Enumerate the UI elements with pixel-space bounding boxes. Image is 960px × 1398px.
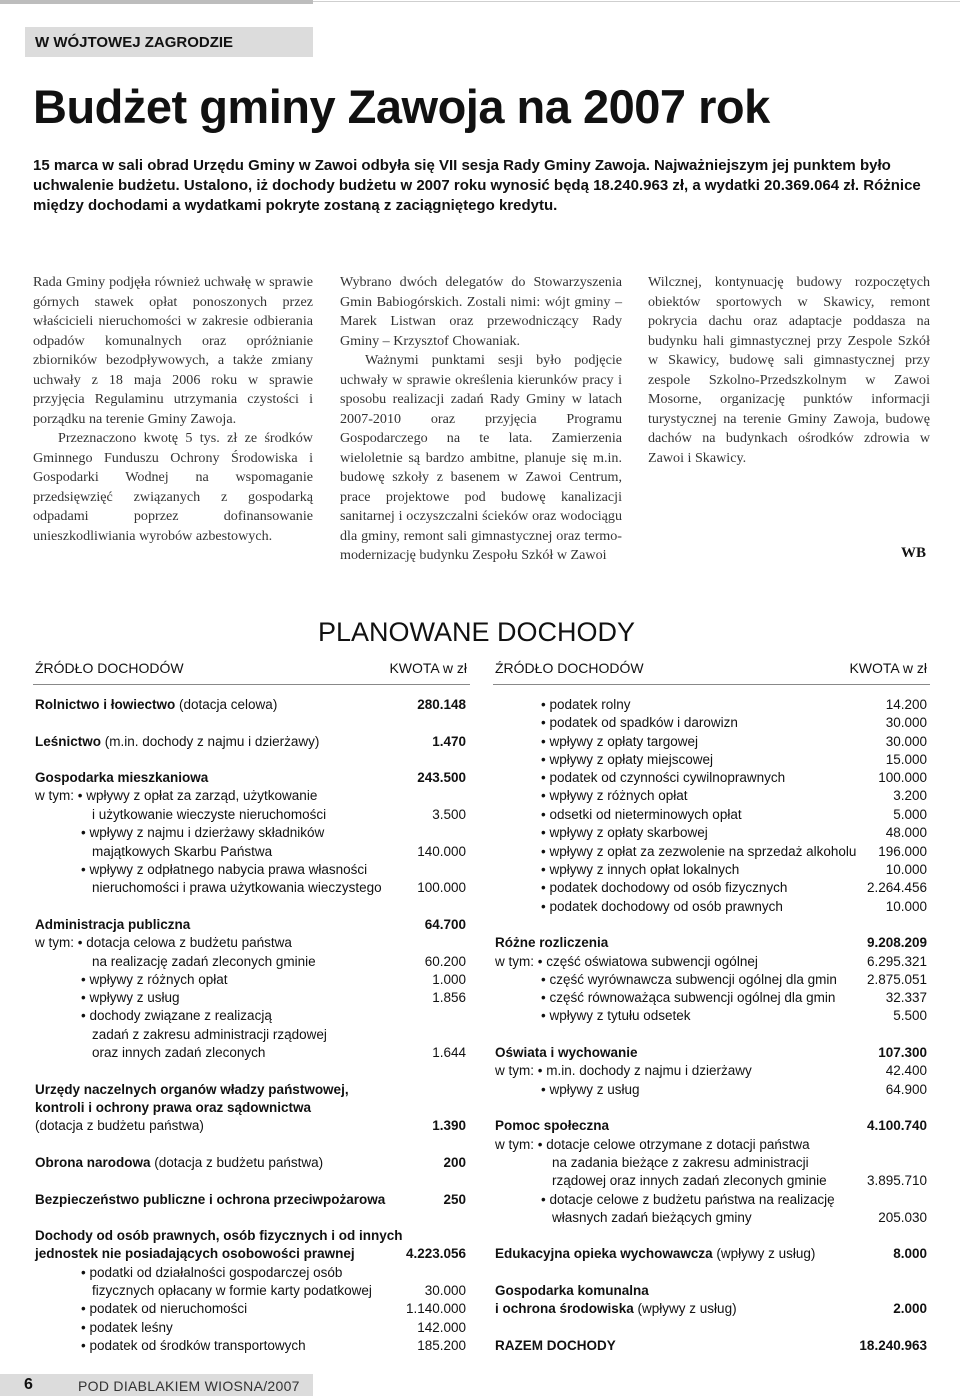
amount-column-header: KWOTA w zł (389, 660, 467, 676)
page-number: 6 (24, 1376, 33, 1393)
header-rule (33, 684, 470, 685)
income-line-amount: 30.000 (885, 734, 927, 749)
income-line-amount: 1.000 (432, 972, 466, 987)
income-line-label: i użytkowanie wieczyste nieruchomości (92, 807, 327, 822)
income-line-label: w tym: • m.in. dochody z najmu i dzierżawy (495, 1063, 752, 1078)
paragraph: Rada Gminy podjęła również uchwałę w sprawie górnych stawek opłat ponoszonych przez właścicieli nieruchomości w zakresie odbierania odpadów komunalnych oraz opróżnianie zbiorników bezodpływowych, a także zmiany uchwały z 18 maja 2006 roku w sprawie przyjęcia Regulaminu utrzymania czystości i porządku na terenie Gminy Zawoja. (33, 274, 313, 427)
income-line-label: w tym: • wpływy z opłat za zarząd, użytkowanie (35, 788, 318, 803)
income-line-label: i ochrona środowiska (wpływy z usług) (495, 1301, 737, 1316)
income-line-amount: 3.500 (432, 807, 466, 822)
income-line-label: Dochody od osób prawnych, osób fizycznych i od innych (35, 1228, 403, 1243)
income-line-label: • wpływy z usług (81, 990, 180, 1005)
income-line-label: Urzędy naczelnych organów władzy państwowej, (35, 1082, 349, 1097)
income-line-label: RAZEM DOCHODY (495, 1338, 616, 1353)
income-line-amount: 243.500 (417, 770, 466, 785)
income-line-label: • wpływy z opłaty miejscowej (541, 752, 714, 767)
income-line-amount: 185.200 (417, 1338, 466, 1353)
income-line-label: fizycznych opłacany w formie karty podatkowej (92, 1283, 372, 1298)
income-line-amount: 5.500 (893, 1008, 927, 1023)
income-line-label: w tym: • dotacja celowa z budżetu państwa (35, 935, 292, 950)
income-line-label: Leśnictwo (m.in. dochody z najmu i dzierżawy) (35, 734, 320, 749)
income-line-label: na realizację zadań zleconych gminie (92, 954, 316, 969)
income-line-amount: 107.300 (878, 1045, 927, 1060)
income-line-amount: 205.030 (878, 1210, 927, 1225)
income-line-label: • wpływy z opłaty skarbowej (541, 825, 708, 840)
income-line-label: Różne rozliczenia (495, 935, 609, 950)
source-column-header: ŹRÓDŁO DOCHODÓW (35, 660, 184, 676)
article-title: Budżet gminy Zawoja na 2007 rok (33, 80, 770, 133)
income-line-amount: 10.000 (885, 899, 927, 914)
income-line-amount: 15.000 (885, 752, 927, 767)
income-line-label: majątkowych Skarbu Państwa (92, 844, 273, 859)
paragraph: Przeznaczono kwotę 5 tys. zł ze środków Gminnego Funduszu Ochrony Środowiska i Gospodarki Wodnej na wspomaganie przedsięwzięć związanych z gospodarką odpadami poprzez dofinansowanie unieszkodliwiania wyrobów azbestowych. (33, 430, 313, 544)
income-line-label: • podatek dochodowy od osób fizycznych (541, 880, 788, 895)
income-line-label: Bezpieczeństwo publiczne i ochrona przeciwpożarowa (35, 1192, 386, 1207)
income-line-amount: 14.200 (885, 697, 927, 712)
income-line-label: jednostek nie posiadających osobowości prawnej (35, 1246, 355, 1261)
income-line-label: • wpływy z odpłatnego nabycia prawa własności (81, 862, 368, 877)
paragraph: Wybrano dwóch delegatów do Stowarzyszenia Gmin Babiogórskich. Zostali nimi: wójt gminy – Marek Listwan oraz przewodniczący Rady Gminy – Krzysztof Chowaniak. (340, 274, 622, 349)
income-line-amount: 5.000 (893, 807, 927, 822)
income-line-label: Gospodarka mieszkaniowa (35, 770, 209, 785)
income-line-label: na zadania bieżące z zakresu administracji (552, 1155, 809, 1170)
income-line-amount: 64.700 (424, 917, 466, 932)
income-line-amount: 8.000 (893, 1246, 927, 1261)
income-line-label: • podatek od nieruchomości (81, 1301, 248, 1316)
income-heading: PLANOWANE DOCHODY (318, 617, 636, 647)
income-line-label: nieruchomości i prawa użytkowania wieczystego (92, 880, 382, 895)
income-line-amount: 200 (443, 1155, 466, 1170)
income-line-amount: 100.000 (878, 770, 927, 785)
income-line-label: rządowej oraz innych zadań zleconych gminie (552, 1173, 827, 1188)
top-rule (0, 0, 960, 4)
income-line-label: Pomoc społeczna (495, 1118, 610, 1133)
income-line-amount: 32.337 (885, 990, 927, 1005)
income-line-label: • wpływy z różnych opłat (541, 788, 688, 803)
income-line-amount: 60.200 (424, 954, 466, 969)
income-line-label: • podatek dochodowy od osób prawnych (541, 899, 783, 914)
income-line-label: • wpływy z opłat za zezwolenie na sprzedaż alkoholu (541, 844, 857, 859)
paragraph: Ważnymi punktami sesji było podjęcie uchwały w sprawie określenia kierunków pracy i sposobu realizacji zadań Rady Gminy w latach 2007-2010 oraz przyjęcia Programu Gospodarczego na te lata. Zamierzenia wieloletnie są bardzo ambitne, planuje się m.in. budowę szkoły z basenem w Zawoi Centrum, prace projektowe pod budowę kanalizacji sanitarnej i oczyszczalni ścieków oraz wodociągu dla gminy, remont sali gimnastycznej oraz termo-modernizację budynku Zespołu Szkół w Zawoi (340, 352, 622, 563)
income-line-amount: 2.264.456 (866, 880, 927, 895)
income-line-label: (dotacja z budżetu państwa) (35, 1118, 204, 1133)
income-line-amount: 140.000 (417, 844, 466, 859)
income-line-label: • wpływy z najmu i dzierżawy składników (81, 825, 325, 840)
author-signature: WB (900, 545, 926, 561)
income-line-amount: 1.390 (432, 1118, 466, 1133)
income-line-label: • wpływy z innych opłat lokalnych (541, 862, 740, 877)
article-column-3 (648, 273, 930, 468)
magazine-issue: POD DIABLAKIEM WIOSNA/2007 (78, 1378, 300, 1394)
article-lead: 15 marca w sali obrad Urzędu Gminy w Zawoi odbyła się VII sesja Rady Gminy Zawoja. Najważniejszym jej punktem było uchwalenie budżetu. Ustalono, iż dochody budżetu w 2007 roku wynosić będą 18.240.963 zł, a wydatki 20.369.064 zł. Różnice między dochodami a wydatkami pokryte zostaną z zaciągniętego kredytu. (33, 157, 921, 214)
income-line-amount: 4.223.056 (405, 1246, 466, 1261)
income-line-label: • odsetki od nieterminowych opłat (541, 807, 742, 822)
income-line-label: • wpływy z usług (541, 1082, 640, 1097)
income-line-label: Administracja publiczna (35, 917, 191, 932)
income-line-amount: 48.000 (885, 825, 927, 840)
income-line-label: w tym: • część oświatowa subwencji ogólnej (495, 954, 758, 969)
income-line-amount: 4.100.740 (866, 1118, 927, 1133)
income-line-amount: 2.000 (893, 1301, 927, 1316)
income-line-amount: 1.856 (432, 990, 466, 1005)
income-line-label: Obrona narodowa (dotacja z budżetu państwa) (35, 1155, 324, 1170)
income-line-label: • wpływy z różnych opłat (81, 972, 228, 987)
income-line-label: Oświata i wychowanie (495, 1045, 638, 1060)
income-line-amount: 10.000 (885, 862, 927, 877)
income-line-amount: 100.000 (417, 880, 466, 895)
income-line-amount: 64.900 (885, 1082, 927, 1097)
income-line-label: własnych zadań bieżących gminy (552, 1210, 752, 1225)
amount-column-header: KWOTA w zł (849, 660, 927, 676)
income-line-amount: 2.875.051 (866, 972, 927, 987)
income-line-amount: 30.000 (424, 1283, 466, 1298)
paragraph-continued: Wilcznej, kontynuację budowy rozpoczętych obiektów sportowych w Skawicy, remont pokrycia dachu oraz adaptacje poddasza na budynku hali gimnastycznej przy Zespole Szkół w Skawicy, budowę sali gimnastycznej przy zespole Szkolno-Przedszkolnym w Zawoi Mosorne, organizację punktów informacji turystycznej na terenie Gminy Zawoja, budowę dachów na budynkach ośrodków zdrowia w Zawoi i Skawicy. (648, 274, 930, 466)
income-line-amount: 6.295.321 (866, 954, 927, 969)
source-column-header: ŹRÓDŁO DOCHODÓW (495, 660, 644, 676)
income-line-amount: 1.470 (432, 734, 466, 749)
income-line-label: • wpływy z tytułu odsetek (541, 1008, 691, 1023)
income-line-label: Rolnictwo i łowiectwo (dotacja celowa) (35, 697, 278, 712)
income-line-label: • podatek od spadków i darowizn (541, 715, 738, 730)
article-column-1 (33, 273, 313, 546)
income-line-amount: 196.000 (878, 844, 927, 859)
income-line-label: • podatek rolny (541, 697, 631, 712)
income-line-label: • wpływy z opłaty targowej (541, 734, 699, 749)
income-line-label: Gospodarka komunalna (495, 1283, 649, 1298)
income-line-amount: 18.240.963 (859, 1338, 927, 1353)
income-line-label: oraz innych zadań zleconych (92, 1045, 266, 1060)
income-line-label: Edukacyjna opieka wychowawcza (wpływy z usług) (495, 1246, 816, 1261)
income-line-label: • podatek od środków transportowych (81, 1338, 306, 1353)
income-line-label: w tym: • dotacje celowe otrzymane z dotacji państwa (495, 1137, 810, 1152)
income-line-label: • podatek od czynności cywilnoprawnych (541, 770, 786, 785)
article-column-2 (340, 273, 622, 566)
income-line-label: • podatek leśny (81, 1320, 173, 1335)
income-line-label: kontroli i ochrony prawa oraz sądownictwa (35, 1100, 312, 1115)
header-rule (493, 684, 930, 685)
income-line-label: • podatki od działalności gospodarczej osób (81, 1265, 343, 1280)
income-line-label: • dochody związane z realizacją (81, 1008, 272, 1023)
income-line-amount: 3.895.710 (866, 1173, 927, 1188)
income-line-amount: 1.644 (432, 1045, 466, 1060)
income-line-amount: 30.000 (885, 715, 927, 730)
income-line-amount: 142.000 (417, 1320, 466, 1335)
income-line-amount: 9.208.209 (866, 935, 927, 950)
income-line-label: • część równoważąca subwencji ogólnej dla gmin (541, 990, 836, 1005)
income-line-amount: 250 (443, 1192, 466, 1207)
income-line-label: zadań z zakresu administracji rządowej (92, 1027, 327, 1042)
income-line-amount: 280.148 (417, 697, 466, 712)
income-line-amount: 3.200 (893, 788, 927, 803)
income-line-label: • część wyrównawcza subwencji ogólnej dla gmin (541, 972, 837, 987)
income-line-amount: 42.400 (885, 1063, 927, 1078)
section-tag: W WÓJTOWEJ ZAGRODZIE (25, 27, 313, 57)
income-line-label: • dotacje celowe z budżetu państwa na realizację (541, 1192, 835, 1207)
income-line-amount: 1.140.000 (405, 1301, 466, 1316)
